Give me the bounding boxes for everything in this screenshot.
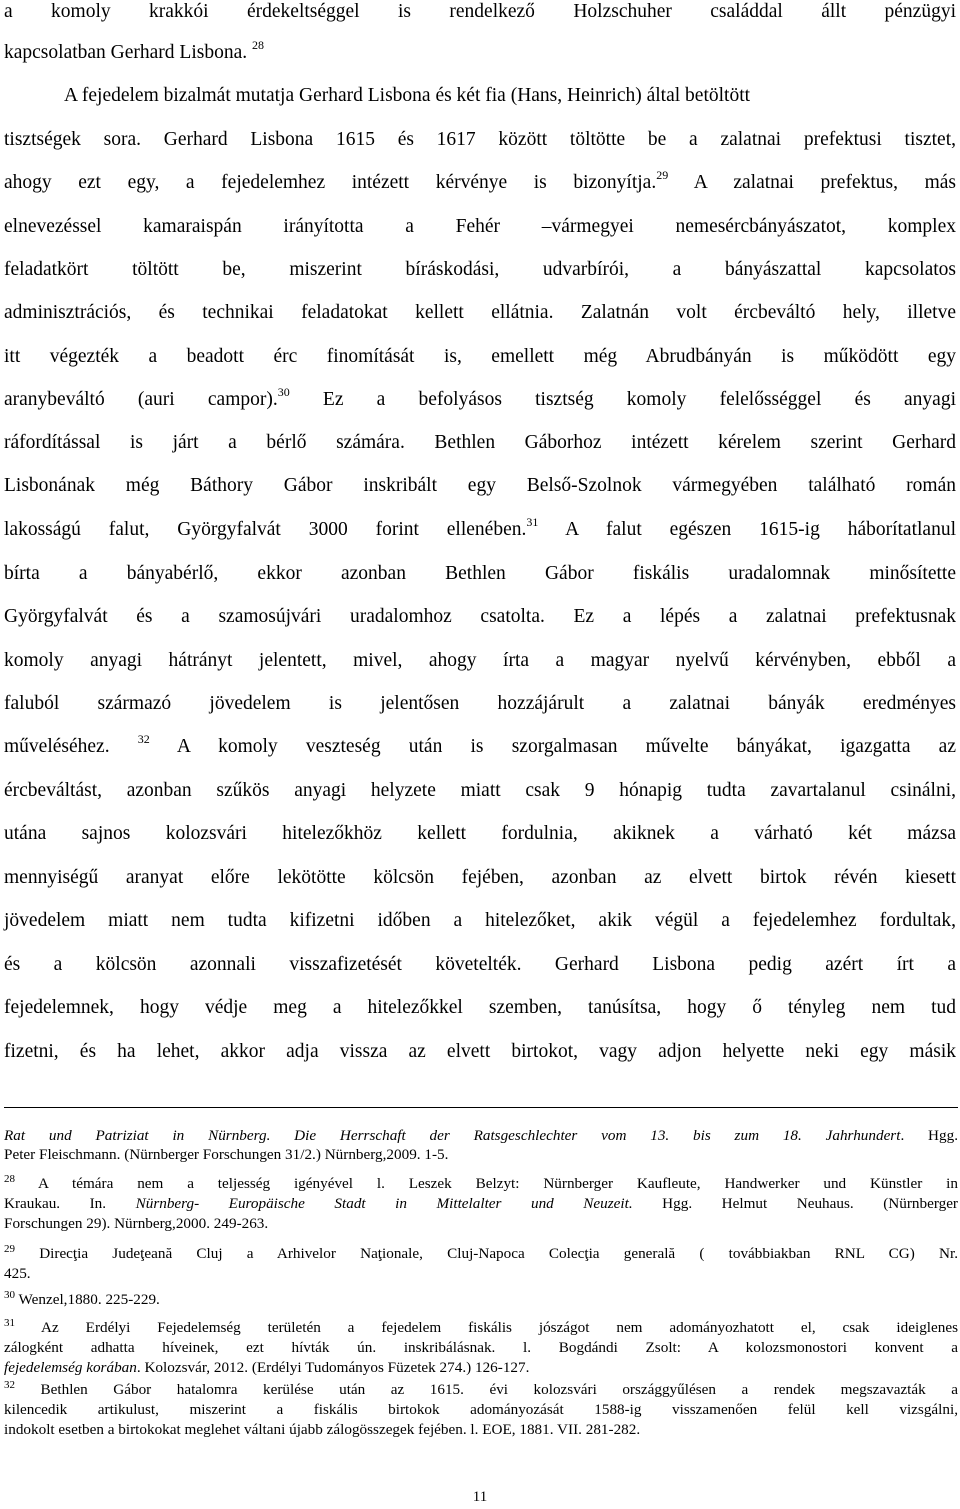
body-line	[4, 692, 956, 716]
body-line	[4, 431, 956, 455]
footnote-number: 30	[4, 1289, 15, 1301]
body-text: A fejedelem bizalmát mutatja Gerhard Lisbona és két fia (Hans, Heinrich) által betöltött	[64, 85, 751, 106]
footnote-text: Bethlen Gábor hatalomra kerülése után az 1615. évi kolozsvári országgyűlésen a rendek megszavazták a	[15, 1381, 958, 1398]
footnote-ref[interactable]: 32	[137, 732, 150, 746]
body-text: Lisbonának még Báthory Gábor inskribált egy Belső-Szolnok vármegyében található román	[4, 475, 956, 496]
footnote-number: 32	[4, 1379, 15, 1391]
body-text: elnevezéssel kamaraispán irányította a Fehér –vármegyei nemesércbányászatot, komplex	[4, 216, 956, 237]
footnote-text: zálogként adhatta híveinek, ezt hívták ún. inskribálásnak. l. Bogdándi Zsolt: A kolozsmonostori konvent a	[4, 1339, 958, 1356]
body-text: és a kölcsön azonnali visszafizetését követelték. Gerhard Lisbona pedig azért írt a	[4, 954, 956, 975]
body-text: tisztségek sora. Gerhard Lisbona 1615 és 1617 között töltötte be a zalatnai prefektusi tisztet,	[4, 129, 956, 150]
body-line	[4, 996, 956, 1020]
footnote-text: A témára nem a teljesség igényével l. Leszek Belzyt: Nürnberger Kaufleute, Handwerker und Künstler in	[15, 1175, 958, 1192]
footnote-text: . Hgg.	[900, 1127, 959, 1144]
body-text: ahogy ezt egy, a fejedelemhez intézett kérvénye is bizonyítja.	[4, 172, 657, 193]
footnote-32	[4, 1380, 958, 1399]
body-text: A zalatnai prefektus, más	[668, 172, 956, 193]
body-line	[4, 515, 956, 542]
body-line	[4, 128, 956, 152]
body-line	[4, 258, 956, 282]
footnote-line	[4, 1145, 958, 1164]
footnote-ref[interactable]: 31	[526, 515, 539, 529]
body-text: A falut egészen 1615-ig háborítatlanul	[538, 519, 956, 540]
body-line	[4, 822, 956, 846]
body-line	[4, 301, 956, 325]
footnote-ref[interactable]: 28	[252, 38, 264, 52]
footnote-text: 425.	[4, 1265, 31, 1282]
body-text: jövedelem miatt nem tudta kifizetni időben a hitelezőket, akik végül a fejedelemhez fordultak,	[4, 910, 956, 931]
body-text: Györgyfalvát és a szamosújvári uradalomhoz csatolta. Ez a lépés a zalatnai prefektusnak	[4, 606, 956, 627]
footnote-ref[interactable]: 30	[277, 385, 290, 399]
body-text: fejedelemnek, hogy védje meg a hitelezőkkel szemben, tanúsítsa, hogy ő tényleg nem tud	[4, 997, 956, 1018]
body-text: lakosságú falut, Györgyfalvát 3000 forint ellenében.	[4, 519, 527, 540]
footnote-separator	[4, 1107, 958, 1108]
body-text: Ez a befolyásos tisztség komoly felelősséggel és anyagi	[289, 389, 956, 410]
footnote-line	[4, 1214, 958, 1233]
footnote-number: 28	[4, 1173, 15, 1185]
body-text: fizetni, és ha lehet, akkor adja vissza az elvett birtokot, vagy adjon helyette neki egy másik	[4, 1041, 956, 1062]
body-line	[64, 84, 960, 108]
body-text: a komoly krakkói érdekeltséggel is rendelkező Holzschuher családdal állt pénzügyi	[4, 1, 956, 22]
footnote-text: kilencedik artikulust, miszerint a fiskális birtokok adományozását 1588-ig visszamenően felül kell vizsgálni,	[4, 1401, 958, 1418]
body-line	[4, 38, 956, 65]
footnote-text: Hgg. Helmut Neuhaus. (Nürnberger	[632, 1195, 958, 1212]
footnote-30	[4, 1290, 958, 1309]
footnote-title: Nürnberg- Europäische Stadt in Mittelalter und Neuzeit.	[135, 1195, 633, 1212]
page-number: 11	[472, 1489, 488, 1505]
body-line	[4, 168, 956, 195]
footnote-text: Forschungen 29). Nürnberg,2000. 249-263.	[4, 1215, 269, 1232]
body-text: komoly anyagi hátrányt jelentett, mivel, ahogy írta a magyar nyelvű kérvényben, ebből a	[4, 650, 956, 671]
body-line	[4, 215, 956, 239]
footnote-text: . Kolozsvár, 2012. (Erdélyi Tudományos Füzetek 274.) 126-127.	[136, 1359, 530, 1376]
body-text: itt végezték a beadott érc finomítását is, emellett még Abrudbányán is működött egy	[4, 346, 956, 367]
body-line	[4, 0, 956, 24]
footnote-text: Wenzel,1880. 225-229.	[15, 1291, 160, 1308]
body-text: ércbeváltást, azonban szűkös anyagi helyzete miatt csak 9 hónapig tudta zavartalanul csinálni,	[4, 780, 956, 801]
footnote-line	[4, 1126, 958, 1145]
body-line	[4, 953, 956, 977]
body-text: ráfordítással is járt a bérlő számára. Bethlen Gáborhoz intézett kérelem szerint Gerhard	[4, 432, 956, 453]
body-text: feladatkört töltött be, miszerint bíráskodási, udvarbírói, a bányászattal kapcsolatos	[4, 259, 956, 280]
body-text: aranybeváltó (auri campor).	[4, 389, 278, 410]
body-line	[4, 649, 956, 673]
body-text: bírta a bányabérlő, ekkor azonban Bethlen Gábor fiskális uradalomnak minősítette	[4, 563, 956, 584]
footnote-text: Peter Fleischmann. (Nürnberger Forschungen 31/2.) Nürnberg,2009. 1-5.	[4, 1146, 449, 1163]
body-line	[4, 474, 956, 498]
body-line	[4, 909, 956, 933]
body-text: adminisztrációs, és technikai feladatokat kellett ellátnia. Zalatnán volt ércbeváltó hely, illetve	[4, 302, 956, 323]
footnote-number: 29	[4, 1243, 15, 1255]
body-line	[4, 779, 956, 803]
body-text: mennyiségű aranyat előre lekötötte kölcsön fejében, azonban az elvett birtok révén kiesett	[4, 867, 956, 888]
footnote-line	[4, 1358, 958, 1377]
body-line	[4, 385, 956, 412]
footnote-29	[4, 1244, 958, 1263]
body-text: faluból származó jövedelem is jelentősen hozzájárult a zalatnai bányák eredményes	[4, 693, 956, 714]
footnote-line	[4, 1338, 958, 1357]
body-text: A komoly veszteség után is szorgalmasan művelte bányákat, igazgatta az	[149, 736, 956, 757]
body-line	[4, 732, 956, 759]
footnote-31	[4, 1318, 958, 1337]
footnote-text: Kraukau. In.	[4, 1195, 136, 1212]
body-line	[4, 345, 956, 369]
body-line	[4, 562, 956, 586]
footnote-text: Az Erdélyi Fejedelemség területén a fejedelem fiskális jószágot nem adományozhatott el, csak ideiglenes	[15, 1319, 958, 1336]
footnote-28	[4, 1174, 958, 1193]
body-text: kapcsolatban Gerhard Lisbona.	[4, 42, 252, 63]
footnote-text: Direcţia Judeţeană Cluj a Arhivelor Naţionale, Cluj-Napoca Colecţia generală ( továbbiakban RNL CG) Nr.	[15, 1245, 958, 1262]
body-line	[4, 605, 956, 629]
footnote-line	[4, 1400, 958, 1419]
footnote-ref[interactable]: 29	[656, 168, 669, 182]
footnote-line	[4, 1194, 958, 1213]
body-line	[4, 1040, 956, 1064]
footnote-title: fejedelemség korában	[4, 1359, 137, 1376]
footnote-line	[4, 1420, 958, 1439]
footnote-title: Rat und Patriziat in Nürnberg. Die Herrschaft der Ratsgeschlechter vom 13. bis zum 18. Jahrhundert	[4, 1127, 901, 1144]
body-text: utána sajnos kolozsvári hitelezőkhöz kellett fordulnia, akiknek a várható két mázsa	[4, 823, 956, 844]
footnote-text: indokolt esetben a birtokokat meglehet váltani újabb zálogösszegek fejében. l. EOE, 1881. VII. 281-282.	[4, 1421, 641, 1438]
footnote-line	[4, 1264, 958, 1283]
body-text: műveléséhez.	[4, 736, 138, 757]
body-line	[4, 866, 956, 890]
footnote-number: 31	[4, 1317, 15, 1329]
